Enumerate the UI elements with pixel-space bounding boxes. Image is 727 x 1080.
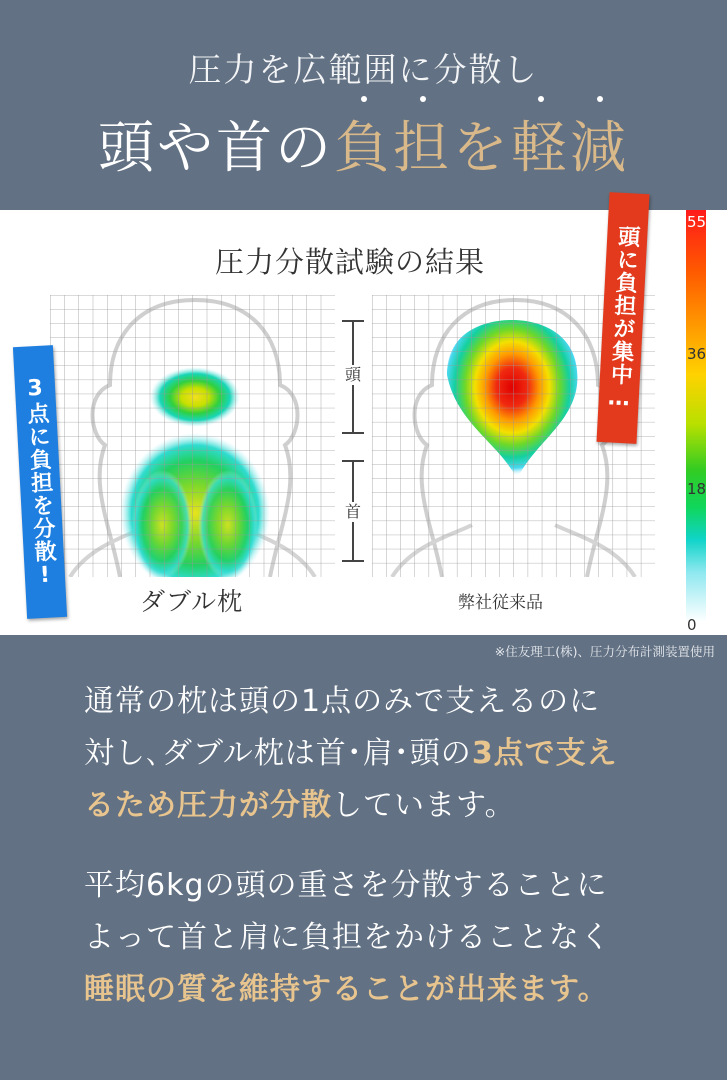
paragraph-line <box>84 728 704 780</box>
headline-char: 負 <box>334 116 393 181</box>
paragraph-line: よって首と肩に負担をかけることなく <box>84 920 611 955</box>
headline-highlight <box>570 104 629 184</box>
headline-highlight <box>393 104 452 184</box>
caption-conventional: 弊社従来品 <box>458 593 543 613</box>
emphasis-dot <box>361 96 367 102</box>
headline-highlight <box>334 104 393 184</box>
headline-char: を <box>452 116 511 181</box>
header <box>0 0 727 210</box>
headline-char: 減 <box>570 116 629 181</box>
scale-label: 0 <box>687 616 697 634</box>
paragraph-line <box>84 780 704 832</box>
bracket-tick <box>342 432 364 434</box>
pressure-map-double-pillow <box>50 295 335 577</box>
bracket-tick <box>342 560 364 562</box>
pressure-map-left-svg <box>50 295 335 577</box>
paragraph-line: 通常の枕は頭の1点のみで支えるのに <box>84 684 601 719</box>
emphasis-dot <box>597 96 603 102</box>
text-plain: 対し､ダブル枕は首･肩･頭の <box>84 736 472 771</box>
scale-label: 18 <box>687 480 707 498</box>
text-emphasis: 3点で支え <box>471 736 618 771</box>
paragraph-line: 平均6kgの頭の重さを分散することに <box>84 868 608 903</box>
headline-highlight <box>452 104 511 184</box>
measurement-note: ※住友理工(株)、圧力分布計測装置使用 <box>494 644 715 659</box>
label-neck: 首 <box>344 502 361 521</box>
callout-three-points: 3点に負担を分散! <box>13 345 67 619</box>
headline-part: 頭や首の <box>98 116 334 181</box>
subtitle: 圧力を広範囲に分散し <box>188 50 539 89</box>
paragraph-2 <box>84 860 704 1016</box>
label-head: 頭 <box>344 365 361 384</box>
emphasis-dot <box>420 96 426 102</box>
headline-char: 担 <box>393 116 452 181</box>
headline <box>0 104 727 184</box>
emphasis-dot <box>538 96 544 102</box>
paragraph-line-emphasis: 睡眠の質を維持することが出来ます。 <box>84 972 609 1007</box>
figure-title: 圧力分散試験の結果 <box>214 245 485 279</box>
pressure-color-scale <box>686 210 706 622</box>
caption-double-pillow: ダブル枕 <box>140 587 244 616</box>
scale-label: 55 <box>687 213 707 231</box>
headline-highlight <box>511 104 570 184</box>
paragraph-1 <box>84 676 704 832</box>
callout-head-concentrated: 頭に負担が集中… <box>596 192 649 444</box>
text-plain: しています。 <box>332 788 516 823</box>
headline-char: 軽 <box>511 116 570 181</box>
scale-label: 36 <box>687 345 707 363</box>
text-emphasis: るため圧力が分散 <box>84 788 332 823</box>
